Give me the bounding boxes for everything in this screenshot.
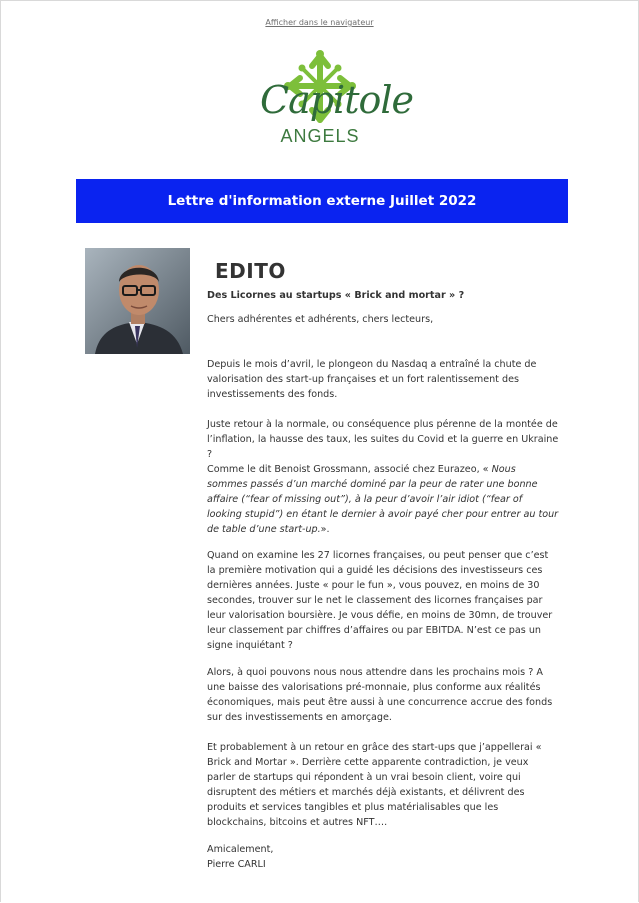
view-in-browser-link[interactable]: Afficher dans le navigateur bbox=[265, 18, 374, 27]
paragraph-1 bbox=[207, 357, 559, 402]
banner-title: Lettre d'information externe Juillet 2022 bbox=[167, 193, 477, 209]
paragraph-4 bbox=[207, 665, 559, 725]
paragraph-text: Et probablement à un retour en grâce des start-ups que j’appellerai « Brick and Mortar ». Derrière cette apparente contradiction, je veux parler de startups qui répondent à un vrai besoin client, voire qui disruptent des métiers et marchés déjà existants, et délivrent des produits et services tangibles et plus matérialisables que les blockchains, bitcoins et autres NFT…. bbox=[207, 742, 542, 828]
newsletter-banner bbox=[76, 179, 568, 223]
paragraph-5 bbox=[207, 740, 559, 830]
greeting-text: Chers adhérentes et adhérents, chers lecteurs, bbox=[207, 314, 434, 325]
edito-greeting bbox=[207, 312, 559, 327]
paragraph-text: Depuis le mois d’avril, le plongeon du Nasdaq a entraîné la chute de valorisation des start-up françaises et un fort ralentissement des investissements des fonds. bbox=[207, 359, 537, 400]
paragraph-text: Alors, à quoi pouvons nous nous attendre dans les prochains mois ? A une baisse des valorisations pré-monnaie, plus conforme aux réalités économiques, mais peut être aussi à une concurrence accrue des fonds sur des investissements en amorçage. bbox=[207, 667, 553, 723]
author-photo bbox=[85, 248, 190, 354]
quote-end: ». bbox=[320, 524, 330, 535]
signature-name: Pierre CARLI bbox=[207, 859, 266, 870]
paragraph-text: Juste retour à la normale, ou conséquence plus pérenne de la montée de l’inflation, la hausse des taux, les suites du Covid et la guerre en Ukraine ? bbox=[207, 419, 559, 460]
paragraph-3 bbox=[207, 548, 559, 653]
signoff bbox=[207, 842, 559, 872]
quote-paragraph bbox=[207, 462, 559, 537]
logo-subtitle: ANGELS bbox=[280, 126, 360, 146]
quote-text: Nous sommes passés d’un marché dominé par la peur de rater une bonne affaire (“fear of missing out”), à la peur d’avoir l’air idiot (“fear of looking stupid”) en étant le dernier à avoir payé cher pour entrer au tour de table d’une start-up. bbox=[207, 464, 559, 535]
edito-heading: EDITO bbox=[215, 259, 286, 283]
logo-wordmark: Capitole bbox=[260, 78, 413, 122]
capitole-angels-logo bbox=[260, 48, 413, 148]
quote-lead: Comme le dit Benoist Grossmann, associé chez Eurazeo, « bbox=[207, 464, 492, 475]
paragraph-text: Quand on examine les 27 licornes françaises, ou peut penser que c’est la première motivation qui a guidé les décisions des investisseurs ces dernières années. Juste « pour le fun », vous pouvez, en moins de 30 secondes, trouver sur le net le classement des licornes françaises par leur valorisation boursière. Je vous défie, en moins de 30mn, de trouver leur classement par chiffres d’affaires ou par EBITDA. N’est ce pas un signe inquiétant ? bbox=[207, 550, 553, 651]
paragraph-2 bbox=[207, 417, 559, 537]
edito-subtitle: Des Licornes au startups « Brick and mortar » ? bbox=[207, 290, 465, 301]
closing-text: Amicalement, bbox=[207, 844, 274, 855]
